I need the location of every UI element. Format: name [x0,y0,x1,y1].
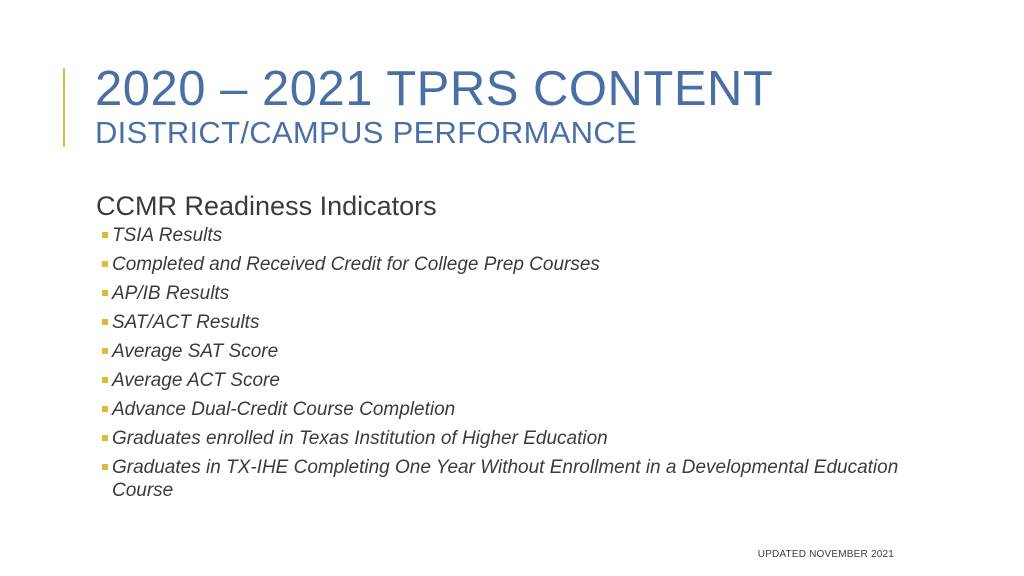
slide-title-block [95,62,773,150]
bullet-icon [102,377,108,383]
list-item [102,253,956,276]
bullet-icon [102,464,108,470]
list-item [102,456,956,502]
list-item-label: Average SAT Score [112,341,279,362]
slide-subtitle: DISTRICT/CAMPUS PERFORMANCE [95,115,638,150]
title-accent-bar [63,68,65,147]
list-item-label: TSIA Results [112,225,223,246]
bullet-icon [102,290,108,296]
list-item [102,398,956,421]
list-item [102,369,956,392]
list-item [102,311,956,334]
bullet-icon [102,261,108,267]
slide-title: 2020 – 2021 TPRS CONTENT [95,62,774,116]
list-item [102,224,956,247]
list-item-label: Graduates enrolled in Texas Institution of Higher Education [112,428,608,449]
list-item [102,282,956,305]
list-item-label: Completed and Received Credit for College Prep Courses [112,254,600,275]
list-item [102,340,956,363]
list-item-label: Graduates in TX-IHE Completing One Year Without Enrollment in a Developmental Education Course [112,457,899,501]
bullet-icon [102,232,108,238]
list-item-label: Advance Dual-Credit Course Completion [112,399,456,420]
bullet-icon [102,406,108,412]
slide-content [96,190,956,508]
bullet-icon [102,319,108,325]
footer-updated-date: UPDATED NOVEMBER 2021 [757,549,894,560]
list-item-label: Average ACT Score [112,370,280,391]
bullet-icon [102,435,108,441]
bullet-icon [102,348,108,354]
indicator-list [96,224,956,502]
list-item-label: AP/IB Results [112,283,230,304]
list-item [102,427,956,450]
section-heading: CCMR Readiness Indicators [96,191,437,221]
list-item-label: SAT/ACT Results [112,312,260,333]
